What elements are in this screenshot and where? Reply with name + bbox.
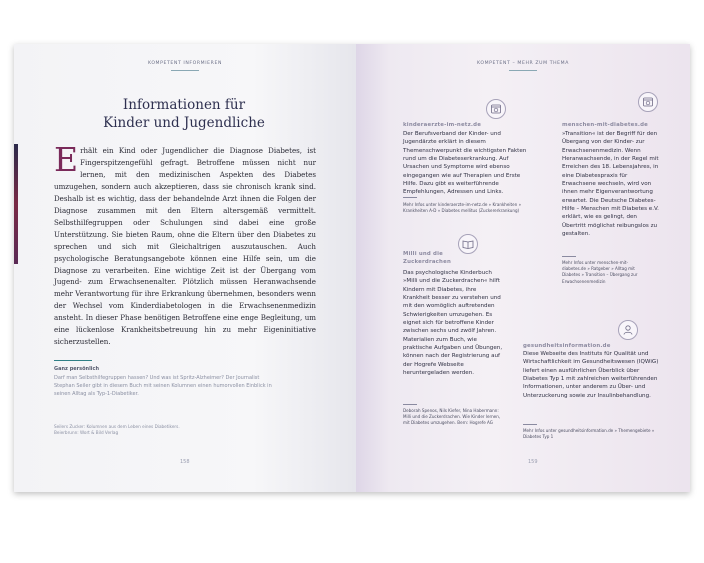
running-head-rule [171, 70, 199, 71]
web-icon [638, 92, 658, 112]
right-page [356, 44, 690, 492]
page-edge-marker [14, 144, 18, 264]
item-label-menschen: menschen-mit-diabetes.de [562, 122, 649, 128]
item-divider [562, 256, 576, 257]
page-number-right: 159 [528, 459, 538, 465]
page-number-left: 158 [180, 459, 190, 465]
item-more-menschen: Mehr Infos unter menschen-mit-diabetes.de » Ratgeber » Alltag mit Diabetes » Transition – Übergang zur Erwachsenenmedizin [562, 260, 638, 284]
source-line-1: Seilers Zucker: Kolumnen aus dem Leben eines Diabetikers. [54, 424, 180, 429]
left-page [14, 44, 356, 492]
running-head-rule [509, 70, 537, 71]
item-label-milli: Milli und die Zuckerdrachen [403, 251, 451, 265]
item-divider [403, 404, 417, 405]
item-text-kinderaerzte: Der Berufsverband der Kinder- und Jugendärzte erklärt in diesem Themenschwerpunkt die wichtigsten Fakten rund um die Diabeteserkrankung. Auf Ursachen und Symptome wird ebenso eingegangen wie auf Therapien und Erste Hilfe. Dazu gibt es weiterführende Empfehlungen, Adressen und Links. [403, 131, 527, 196]
item-divider [523, 424, 537, 425]
book-source [54, 424, 274, 437]
box-rule [54, 360, 92, 361]
title-line-2: Kinder und Jugendliche [103, 115, 265, 131]
title-line-1: Informationen für [122, 97, 246, 113]
body-text [54, 140, 316, 348]
box-heading: Ganz persönlich [54, 366, 100, 372]
item-divider [403, 197, 417, 198]
page-title [54, 96, 314, 132]
running-head-left: KOMPETENT INFORMIEREN [147, 61, 223, 66]
drop-cap: E [54, 140, 79, 179]
box-text: Darf man Selbsthilfegruppen hassen? Und was ist Spritz-Alzheimer? Der Journalist Stephan Seiler gibt in diesem Buch mit seinen Kolumnen einen humorvollen Einblick in seinen Alltag als Typ-1-Diabetiker. [54, 375, 272, 397]
body-paragraph: rhält ein Kind oder Jugendlicher die Diagnose Diabetes, ist Fingerspitzengefühl gefragt. Betroffene müssen nicht nur lernen, mit den medizinischen Aspekten des Diabetes umzugehen, sondern auch akzeptieren, dass sie chronisch krank sind. Deshalb ist es wichtig, dass der behandelnde Arzt ihnen die Folgen der Diagnose zusammen mit den Eltern altersgemäß vermittelt. Selbsthilfegruppen oder Schulungen sind dabei eine große Unterstützung. Sie bieten Raum, ohne die Eltern über den Diabetes zu sprechen und sich mit Gleichaltrigen auszutauschen. Auch psychologische Beratungsangebote können eine Hilfe sein, um die Diagnose zu verarbeiten. Eine wichtige Zeit ist der Übergang vom Jugend- zum Erwachsenenalter. Plötzlich müssen Heranwachsende mehr Verantwortung für ihre Erkrankung übernehmen, besonders wenn der Wechsel vom Kinderdiabetologen in die Erwachsenenmedizin ansteht. In dieser Phase benötigen Betroffene eine enge Begleitung, um eine lückenlose Krankheitsbetreuung hin zu mehr Eigeninitiative sicherzustellen. [54, 146, 316, 347]
item-text-milli: Das psychologische Kinderbuch »Milli und die Zuckerdrachen« hilft Kindern mit Diabetes, ihre Krankheit besser zu verstehen und mit den womöglich auftretenden Schwierigkeiten umzugehen. Es eignet sich für betroffene Kinder zwischen sechs und zwölf Jahren. Materialien zum Buch, wie praktische Aufgaben und Übungen, können nach der Registrierung auf der Hogrefe Webseite heruntergeladen werden. [403, 270, 503, 377]
item-more-milli: Deborah Spenos, Nils Kiefer, Nina Habermann: Milli und die Zuckerdrachen. Wie Kinder lernen, mit Diabetes umzugehen. Bern: Hogrefe AG [403, 408, 501, 426]
item-text-gesundheit: Diese Webseite des Instituts für Qualität und Wirtschaftlichkeit im Gesundheitswesen (IQWiG) liefert einen ausführlichen Überblick über Diabetes Typ 1 mit zahlreichen weiterführenden Informationen, unter anderem zu Über- und Unterzuckerung sowie zur Insulinbehandlung. [523, 351, 659, 399]
item-more-kinderaerzte: Mehr Infos unter kinderaerzte-im-netz.de » Krankheiten » Krankheiten A-D » Diabetes mellitus (Zuckererkrankung) [403, 202, 522, 214]
item-label-gesundheit: gesundheitsinformation.de [523, 343, 611, 349]
user-icon [618, 320, 638, 340]
source-line-2: Beierbrunn: Wort & Bild Verlag [54, 430, 119, 436]
item-label-kinderaerzte: kinderaerzte-im-netz.de [403, 122, 482, 128]
item-text-menschen: »Transition« ist der Begriff für den Übergang von der Kinder- zur Erwachsenenmedizin. Wenn Heranwachsende, in der Regel mit Erreichen des 18. Lebensjahres, in eine Diabetespraxis für Erwachsene wechseln, wird von ihnen mehr Eigenverantwortung erwartet. Die Deutsche Diabetes-Hilfe – Menschen mit Diabetes e.V. erklärt, wie es gelingt, den Übertritt möglichst reibungslos zu gestalten. [562, 131, 659, 238]
book-spread [14, 44, 690, 492]
item-more-gesundheit: Mehr Infos unter gesundheitsinformation.de » Themengebiete » Diabetes Typ 1 [523, 428, 655, 440]
web-icon [486, 99, 506, 119]
running-head-right: KOMPETENT – MEHR ZUM THEMA [477, 61, 569, 66]
